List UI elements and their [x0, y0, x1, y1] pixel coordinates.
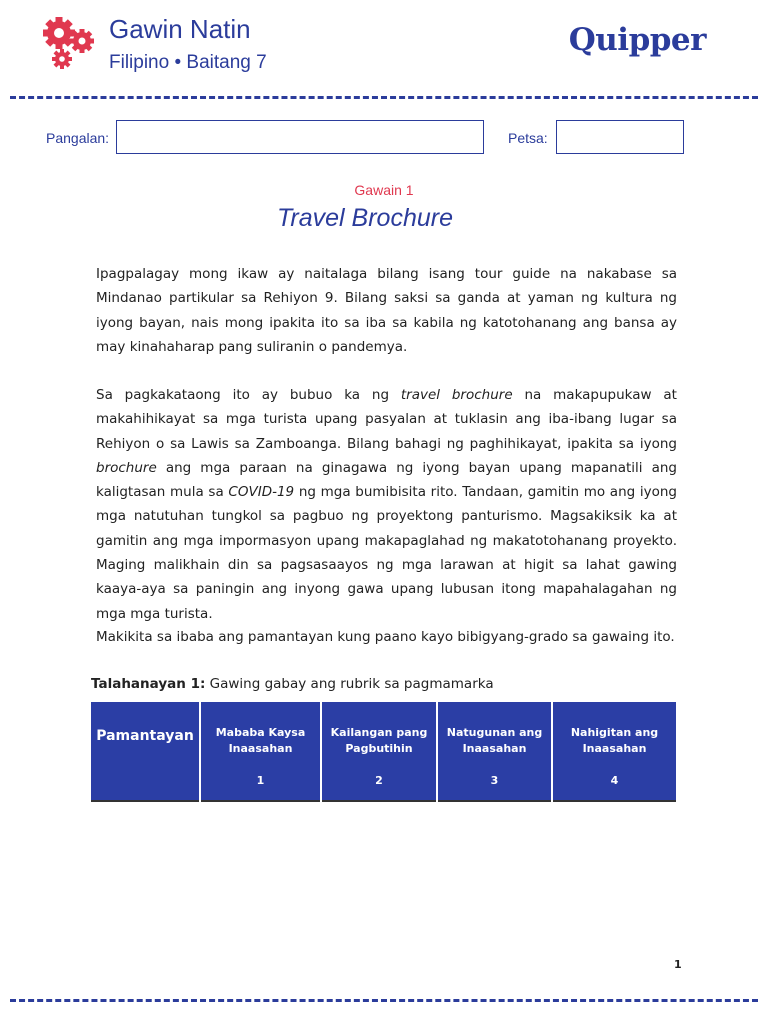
activity-title: Travel Brochure	[277, 204, 453, 232]
date-label: Petsa:	[508, 130, 548, 146]
header-score-1: Mababa Kaysa Inaasahan 1	[200, 702, 321, 801]
header-pamantayan: Pamantayan	[96, 728, 194, 744]
date-field[interactable]	[556, 120, 684, 154]
gears-icon	[42, 16, 98, 72]
page-number: 1	[674, 958, 682, 971]
quipper-logo: Quipper	[568, 22, 706, 58]
rubric-header-row	[91, 702, 676, 801]
table-caption: Talahanayan 1: Gawing gabay ang rubrik sa pagmamarka	[91, 676, 494, 692]
paragraph-3: Makikita sa ibaba ang pamantayan kung paano kayo bibigyang-grado sa gawaing ito.	[96, 629, 675, 645]
header-score-4: Nahigitan ang Inaasahan 4	[552, 702, 676, 801]
rubric-table	[91, 702, 676, 802]
name-label: Pangalan:	[46, 130, 110, 146]
top-divider	[10, 96, 758, 99]
activity-number: Gawain 1	[354, 182, 414, 198]
header-score-3: Natugunan ang Inaasahan 3	[437, 702, 552, 801]
bottom-divider	[10, 999, 758, 1002]
worksheet-title: Gawin Natin	[109, 14, 251, 44]
paragraph-2: Sa pagkakataong ito ay bubuo ka ng travel brochure na makapupukaw at makahihikayat sa mga turista upang pasyalan at tuklasin ang iba-ibang lugar sa Rehiyon o sa Lawis sa Zamboanga. Bilang bahagi ng paghihikayat, ipakita sa iyong brochure ang mga paraan na ginagawa ng iyong bayan upang mapanatili ang kaligtasan mula sa COVID-19 ng mga bumibisita rito. Tandaan, gamitin mo ang iyong mga natutuhan tungkol sa pagbuo ng proyektong panturismo. Magsakiksik ka at gamitin ang mga impormasyon upang makapaglahad ng makatotohanang proyekto. Maging malikhain din sa pagsasaayos ng mga larawan at higit sa lahat gawing kaaya-aya sa paningin ang inyong gawa upang lubusan itong mapahalagahan ng mga mga turista.	[96, 387, 677, 622]
name-field[interactable]	[116, 120, 484, 154]
worksheet-subtitle: Filipino • Baitang 7	[109, 52, 267, 73]
paragraph-1: Ipagpalagay mong ikaw ay naitalaga bilang isang tour guide na nakabase sa Mindanao partikular sa Rehiyon 9. Bilang saksi sa ganda at yaman ng kultura ng iyong bayan, nais mong ipakita ito sa iba sa kabila ng katotohanang ang bansa ay may kinahaharap pang suliranin o pandemya.	[96, 266, 677, 355]
page-header	[0, 0, 768, 96]
header-score-2: Kailangan pang Pagbutihin 2	[321, 702, 437, 801]
